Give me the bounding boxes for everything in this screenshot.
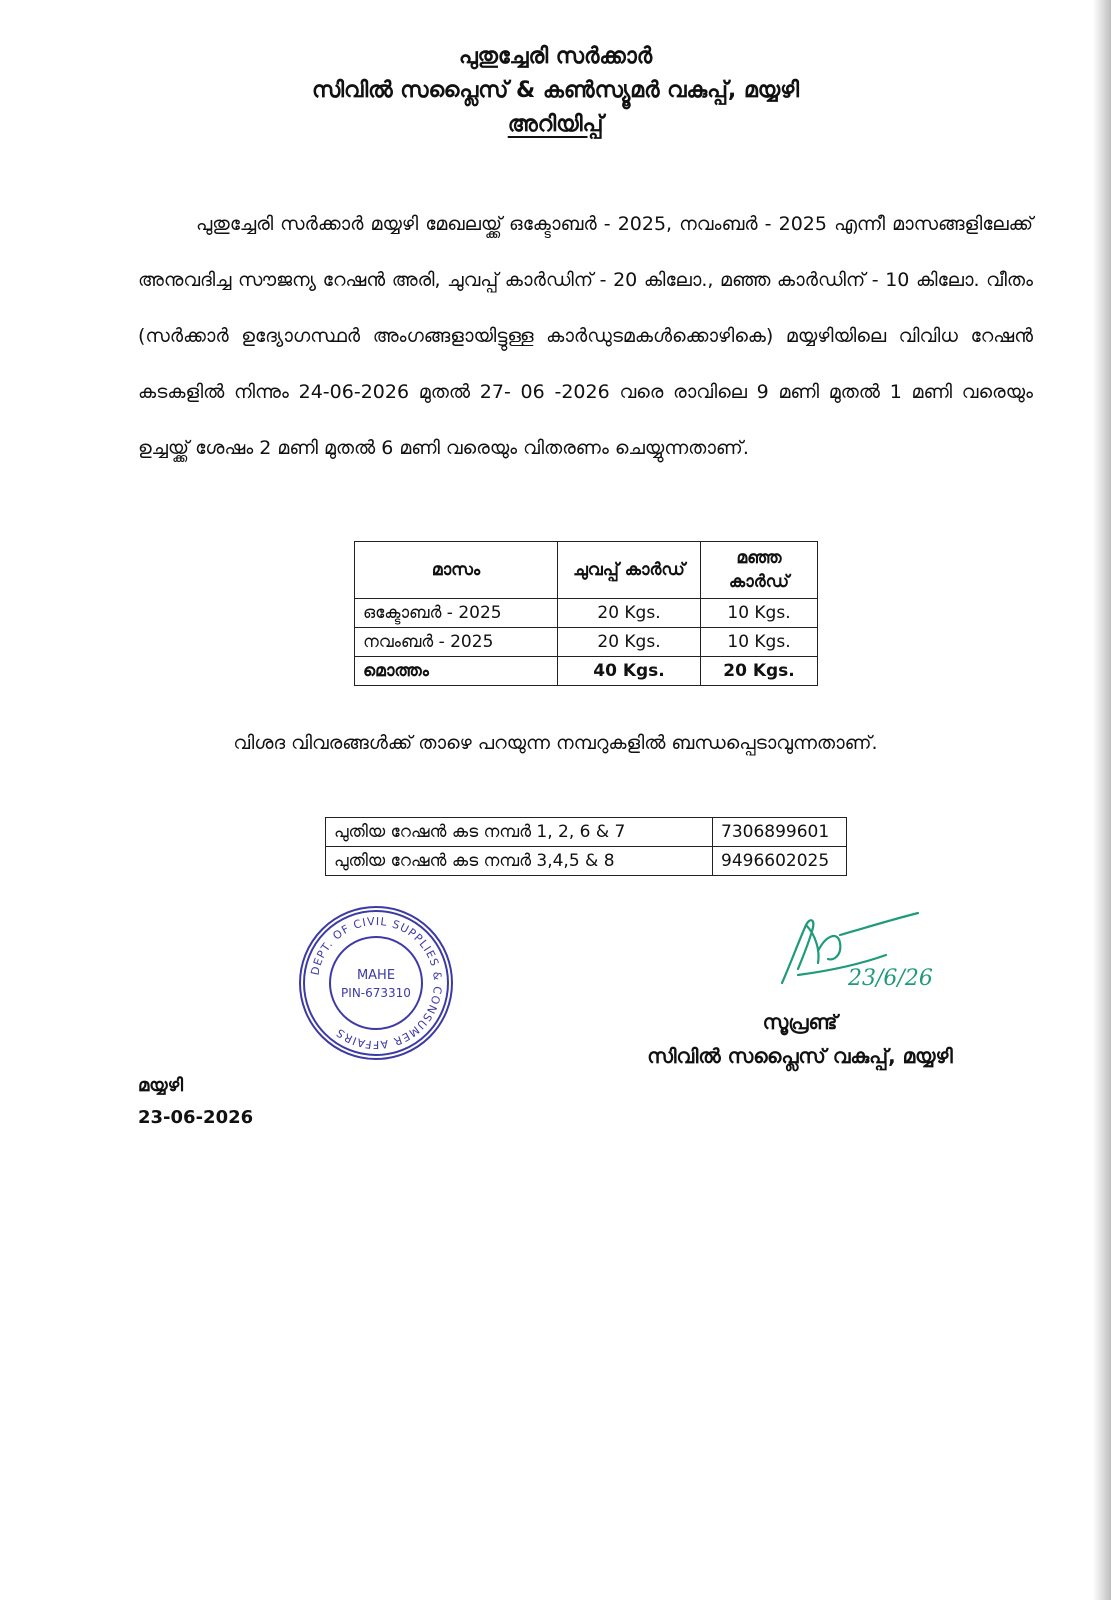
document-header [0,40,1111,142]
table-row [355,628,818,657]
total-red-card: 40 Kgs. [558,657,701,686]
signatory-title: സൂപ്രണ്ട് [762,1010,838,1034]
notice-title: അറിയിപ്പ് [507,112,604,137]
issue-date: 23-06-2026 [138,1107,254,1128]
department-name: സിവിൽ സപ്ലൈസ് & കൺസ്യൂമർ വകുപ്പ്, മയ്യഴി [311,78,800,103]
seal-center-line1: MAHE [356,968,396,983]
notice-paragraph: പുതുച്ചേരി സർക്കാർ മയ്യഴി മേഖലയ്ക്ക് ഒക്ടോബർ - 2025, നവംബർ - 2025 എന്നീ മാസങ്ങളിലേക്ക് അനുവദിച്ച സൗജന്യ റേഷൻ അരി, ചുവപ്പ് കാർഡിന് - 20 കിലോ., മഞ്ഞ കാർഡിന് - 10 കിലോ. വീതം (സർക്കാർ ഉദ്യോഗസ്ഥർ അംഗങ്ങളായിട്ടുള്ള കാർഡുടമകൾക്കൊഴികെ) മയ്യഴിയിലെ വിവിധ റേഷൻ കടകളിൽ നിന്നും 24-06-2026 മുതൽ 27- 06 -2026 വരെ രാവിലെ 9 മണി മുതൽ 1 മണി വരെയും ഉച്ചയ്ക്ക് ശേഷം 2 മണി മുതൽ 6 മണി വരെയും വിതരണം ചെയ്യുന്നതാണ്. [138,213,1033,459]
header-red-card: ചുവപ്പ് കാർഡ് [558,542,701,599]
seal-ring-text: DEPT. OF CIVIL SUPPLIES & CONSUMER AFFAIRS [308,914,445,1052]
row-red-card: 20 Kgs. [558,628,701,657]
table-row [326,847,847,876]
seal-outer-ring [300,907,452,1059]
contact-instruction: വിശദ വിവരങ്ങൾക്ക് താഴെ പറയുന്ന നമ്പറുകളിൽ ബന്ധപ്പെടാവുന്നതാണ്. [233,732,878,754]
phone-number: 7306899601 [713,818,847,847]
header-month: മാസം [355,542,558,599]
page-edge-shadow [1093,0,1111,1600]
signatory-office: സിവിൽ സപ്ലൈസ് വകുപ്പ്, മയ്യഴി [647,1044,953,1068]
seal-inner-ring [330,937,422,1029]
shop-numbers: പുതിയ റേഷൻ കട നമ്പർ 3,4,5 & 8 [326,847,713,876]
seal-center-line2: PIN-673310 [341,986,411,1000]
notice-body [138,196,1033,476]
phone-number: 9496602025 [713,847,847,876]
ration-allocation-table [354,541,818,686]
row-month: ഒക്ടോബർ - 2025 [355,599,558,628]
table-row [355,599,818,628]
handwritten-signature [768,905,948,1005]
total-yellow-card: 20 Kgs. [701,657,818,686]
table-header-row [355,542,818,599]
seal-outer-ring-inner [304,911,448,1055]
row-yellow-card: 10 Kgs. [701,628,818,657]
signature-date: 23/6/26 [848,966,933,991]
table-row [326,818,847,847]
row-month: നവംബർ - 2025 [355,628,558,657]
table-total-row [355,657,818,686]
header-yellow-card: മഞ്ഞ കാർഡ് [701,542,818,599]
row-red-card: 20 Kgs. [558,599,701,628]
place: മയ്യഴി [138,1075,184,1096]
row-yellow-card: 10 Kgs. [701,599,818,628]
signatory-block [560,1005,1040,1073]
government-name: പുതുച്ചേരി സർക്കാർ [458,44,653,69]
ration-shop-contacts-table [325,817,847,876]
total-label: മൊത്തം [355,657,558,686]
place-and-date [138,1070,253,1134]
shop-numbers: പുതിയ റേഷൻ കട നമ്പർ 1, 2, 6 & 7 [326,818,713,847]
office-seal-stamp [296,903,456,1063]
